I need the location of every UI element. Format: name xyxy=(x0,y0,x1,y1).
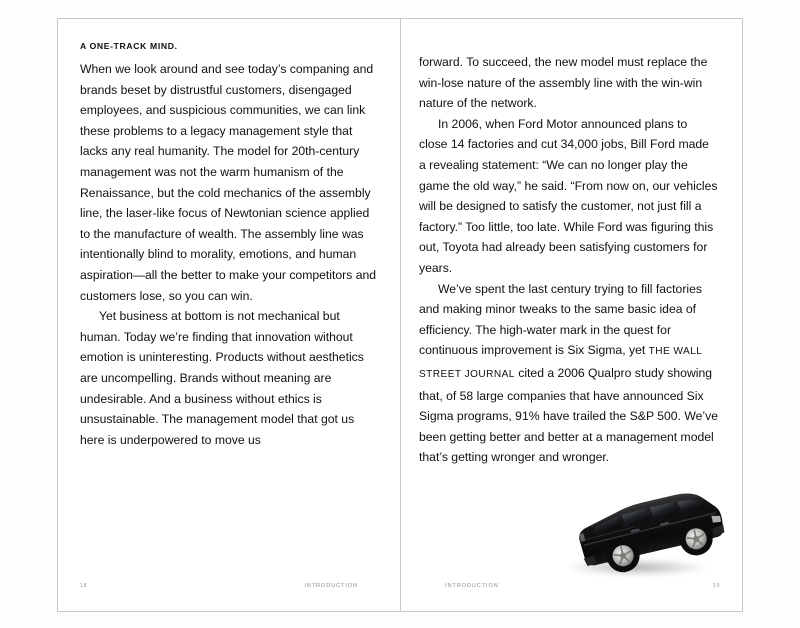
paragraph: Yet business at bottom is not mechanical but human. Today we’re finding that innovation without emotion is uninteresting. Products without aesthetics are uncompelling. Brands without meaning are undesirable. And a business without ethics is unsustainable. The management model that got us here is underpowered to move us xyxy=(80,309,364,447)
running-head: INTRODUCTION xyxy=(304,583,358,589)
suv-photo xyxy=(561,485,733,601)
paragraph: forward. To succeed, the new model must replace the win-lose nature of the assembly line with the win-win nature of the network. xyxy=(419,55,708,111)
left-page xyxy=(57,18,400,612)
paragraph: When we look around and see today’s companing and brands beset by distrustful customers, disengaged employees, and suspicious communities, we can link these problems to a legacy management style that lacks any real humanity. The model for 20th-century management was not the warm humanism of the Renaissance, but the cold mechanics of the assembly line, the laser-like focus of Newtonian science applied to the manufacture of wealth. The assembly line was intentionally blind to morality, emotions, and human aspiration—all the better to make your competitors and customers lose, so you can win. xyxy=(80,62,377,303)
page-heading: A ONE-TRACK MIND. xyxy=(80,41,178,51)
left-page-content xyxy=(58,19,400,611)
left-column-body xyxy=(80,59,380,450)
paragraph-text-before: We’ve spent the last century trying to fill factories and making minor tweaks to the same basic idea of efficiency. The high-water mark in the quest for continuous improvement is Six Sigma, yet xyxy=(419,281,702,358)
right-column-body xyxy=(419,52,719,468)
paragraph-text-after: cited a 2006 Qualpro study showing that, of 58 large companies that have announced Six Sigma programs, 91% have trailed the S&P 500. We’ve been getting better and better at a management model that’s getting wronger and wronger. xyxy=(419,365,718,465)
smallcaps-publication-name: THE WALL STREET JOURNAL xyxy=(419,346,702,380)
page-number: 19 xyxy=(712,583,720,589)
suv-illustration xyxy=(569,477,732,583)
right-page-content xyxy=(401,19,742,611)
page-number: 18 xyxy=(80,583,88,589)
running-head: INTRODUCTION xyxy=(445,583,499,589)
paragraph: In 2006, when Ford Motor announced plans to close 14 factories and cut 34,000 jobs, Bill Ford made a revealing statement: “We can no longer play the game the old way,” he said. “From now on, our vehicles will be designed to satisfy the customer, not just fill a factory.” Too little, too late. While Ford was figuring this out, Toyota had already been satisfying customers for years. xyxy=(419,116,718,275)
right-page xyxy=(400,18,743,612)
paragraph-with-smallcaps xyxy=(419,279,719,468)
